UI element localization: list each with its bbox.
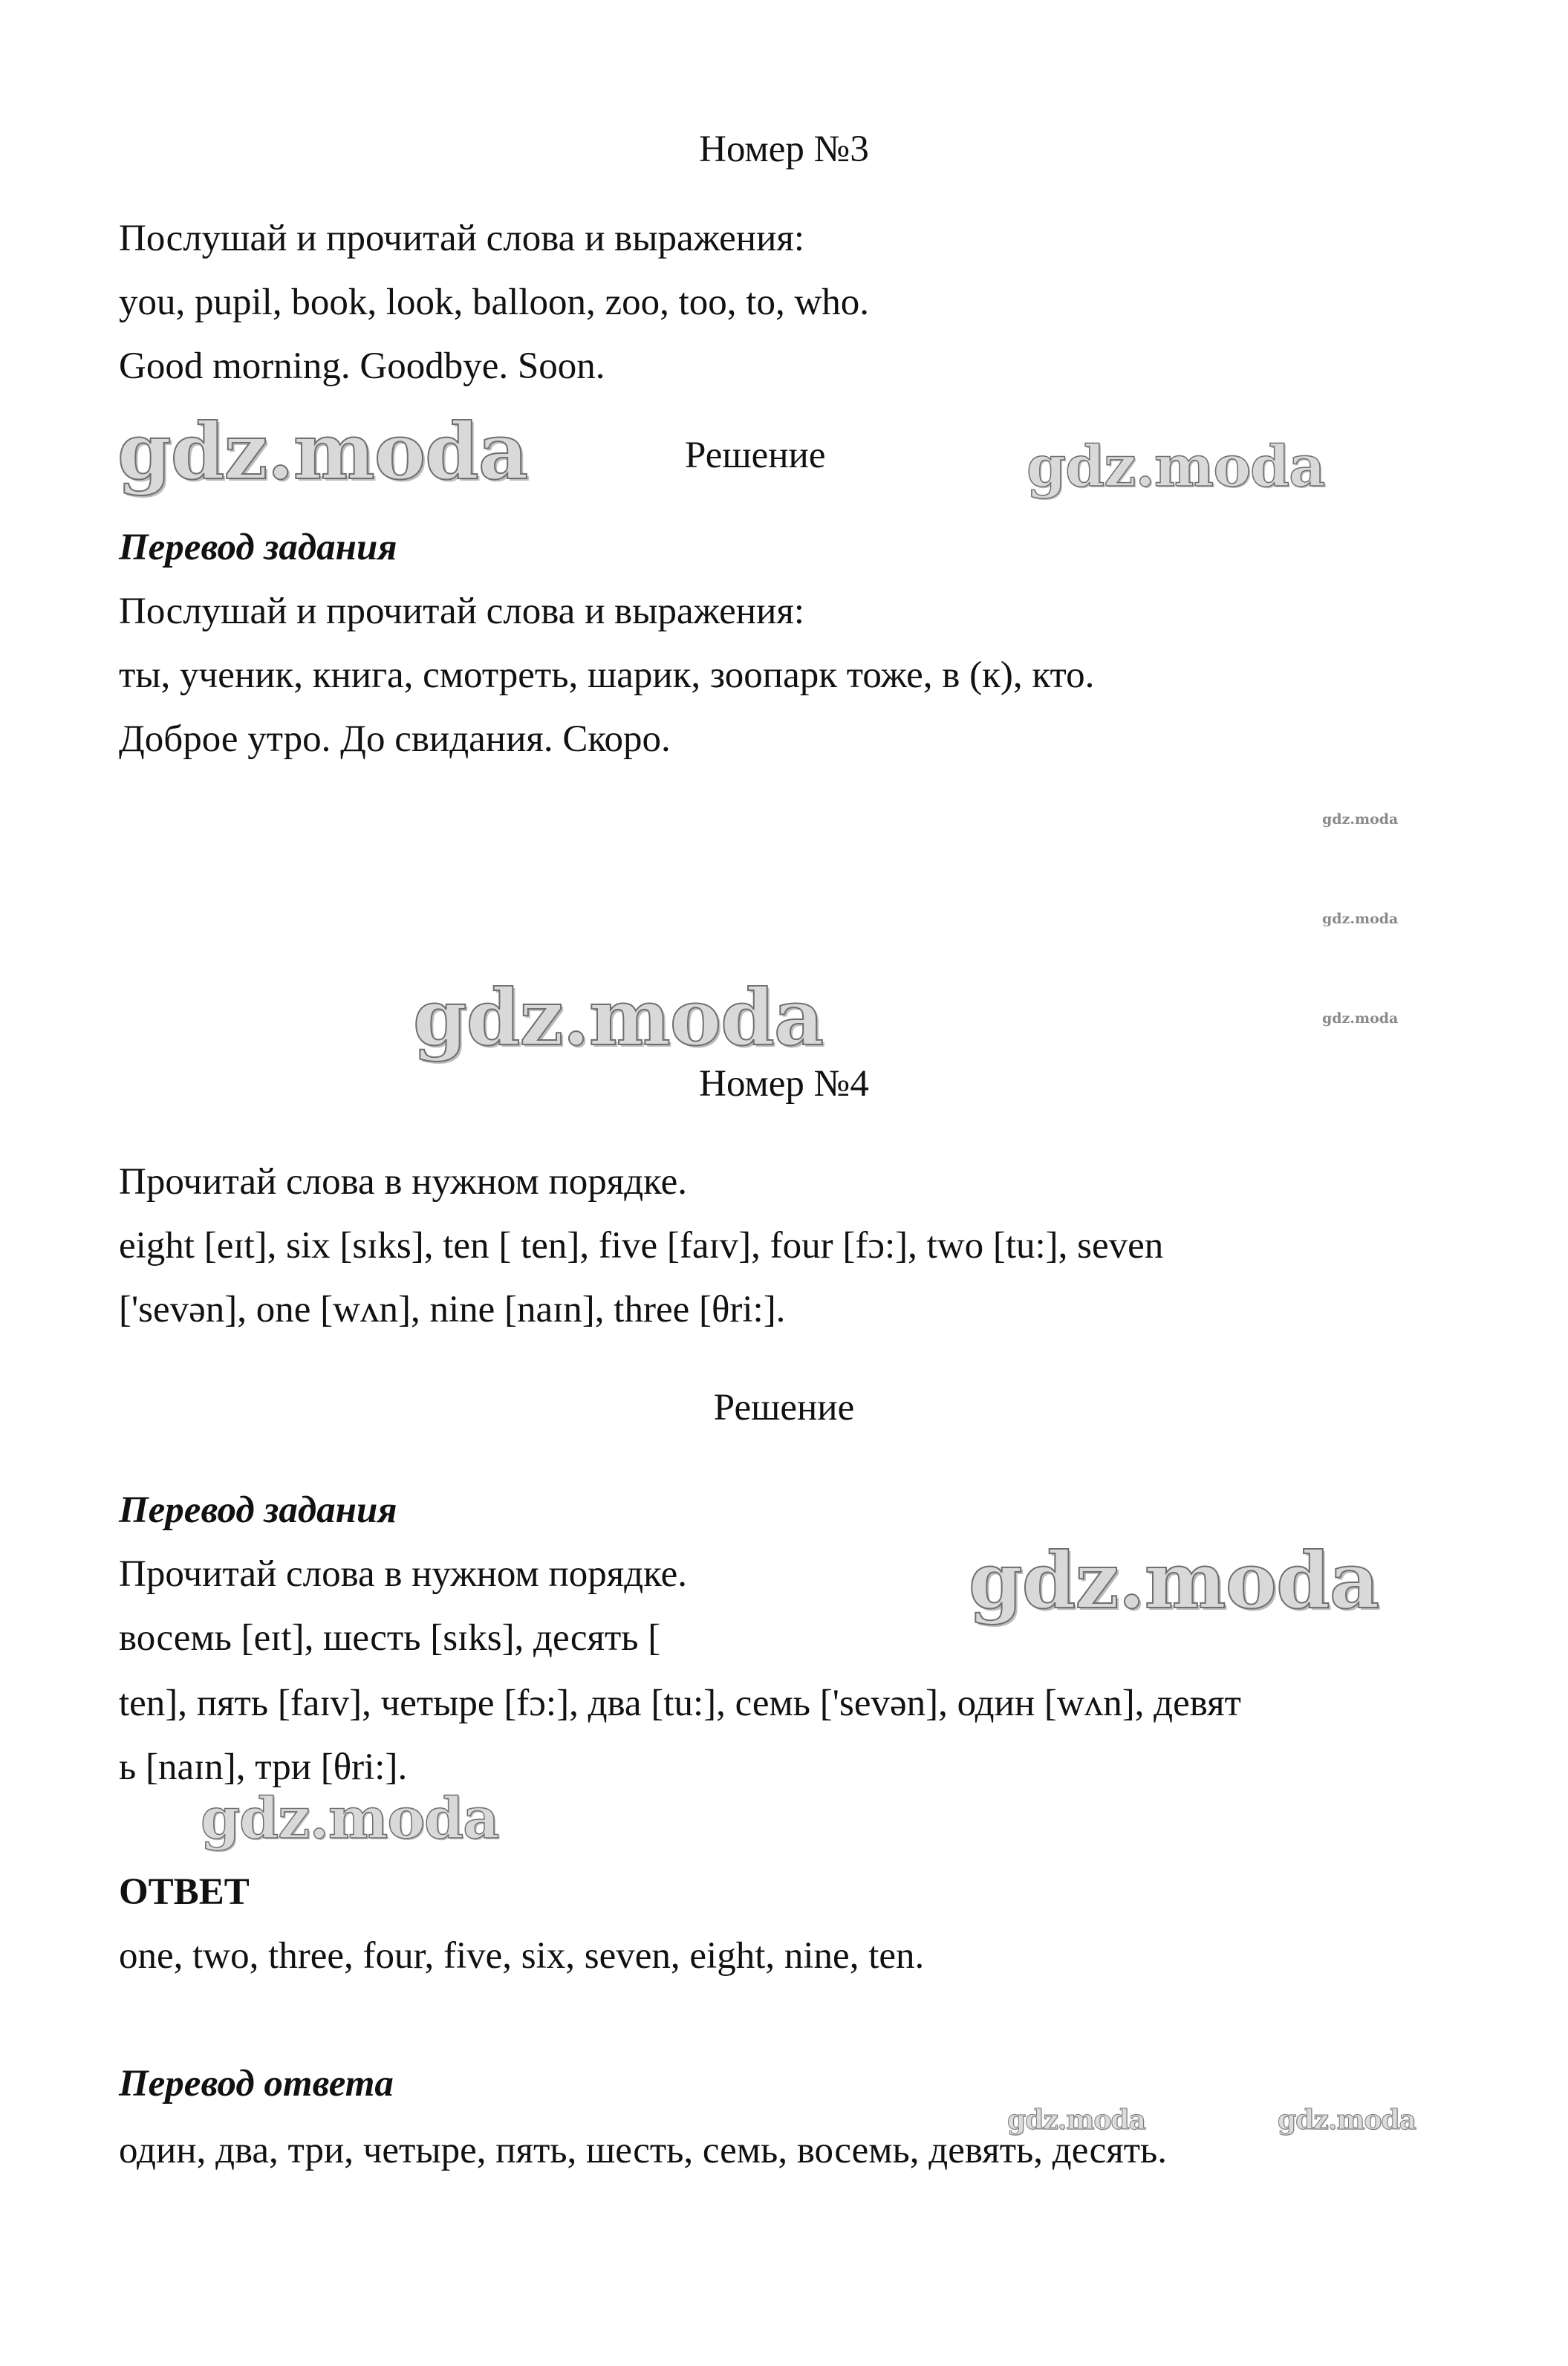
task4-answer: one, two, three, four, five, six, seven, eight, nine, ten. [119,1935,925,1977]
task3-solution-label: Решение [685,435,826,476]
task4-answer-translation: один, два, три, четыре, пять, шесть, семь, восемь, девять, десять. [119,2130,1167,2171]
watermark-logo: gdz.moda [413,972,824,1063]
watermark-logo: gdz.moda [117,406,528,497]
task3-translation-title: Перевод задания [119,527,397,568]
task3-translation-words: ты, ученик, книга, смотреть, шарик, зоопарк тоже, в (к), кто. [119,654,1095,696]
task4-translation-line2: восемь [eɪt], шесть [sɪks], десять [ [119,1617,661,1659]
task4-solution-label: Решение [713,1387,855,1429]
task4-translation-line3: ten], пять [faɪv], четыре [fɔ:], два [tu:], семь ['sevən], один [wʌn], девят [119,1683,1241,1724]
watermark-small: gdz.moda [1322,811,1399,828]
task4-heading: Номер №4 [699,1063,869,1105]
task4-translation-prompt: Прочитай слова в нужном порядке. [119,1553,688,1595]
task4-words-line2: ['sevən], one [wʌn], nine [naɪn], three [θri:]. [119,1289,786,1330]
task4-prompt: Прочитай слова в нужном порядке. [119,1161,688,1203]
watermark-logo: gdz.moda [969,1535,1379,1626]
task4-translation-line4: ь [naɪn], три [θri:]. [119,1746,408,1788]
watermark-logo: gdz.moda [201,1785,499,1851]
task3-prompt: Послушай и прочитай слова и выражения: [119,218,805,259]
task3-phrases-line: Good morning. Goodbye. Soon. [119,345,605,387]
watermark-small: gdz.moda [1322,911,1399,927]
task3-words-line: you, pupil, book, look, balloon, zoo, too, to, who. [119,282,870,323]
task3-translation-phrases: Доброе утро. До свидания. Скоро. [119,718,671,760]
task3-heading: Номер №3 [699,129,869,170]
watermark-logo: gdz.moda [1027,433,1325,499]
task3-translation-prompt: Послушай и прочитай слова и выражения: [119,591,805,632]
task4-words-line1: eight [eɪt], six [sɪks], ten [ ten], five [faɪv], four [fɔ:], two [tu:], seven [119,1225,1164,1267]
watermark-small: gdz.moda [1322,1010,1399,1027]
task4-translation-title: Перевод задания [119,1489,397,1531]
task4-answer-translation-title: Перевод ответа [119,2063,394,2105]
task4-answer-title: ОТВЕТ [119,1871,250,1913]
watermark-logo: gdz.moda [1007,2105,1145,2136]
watermark-logo: gdz.moda [1278,2105,1416,2136]
